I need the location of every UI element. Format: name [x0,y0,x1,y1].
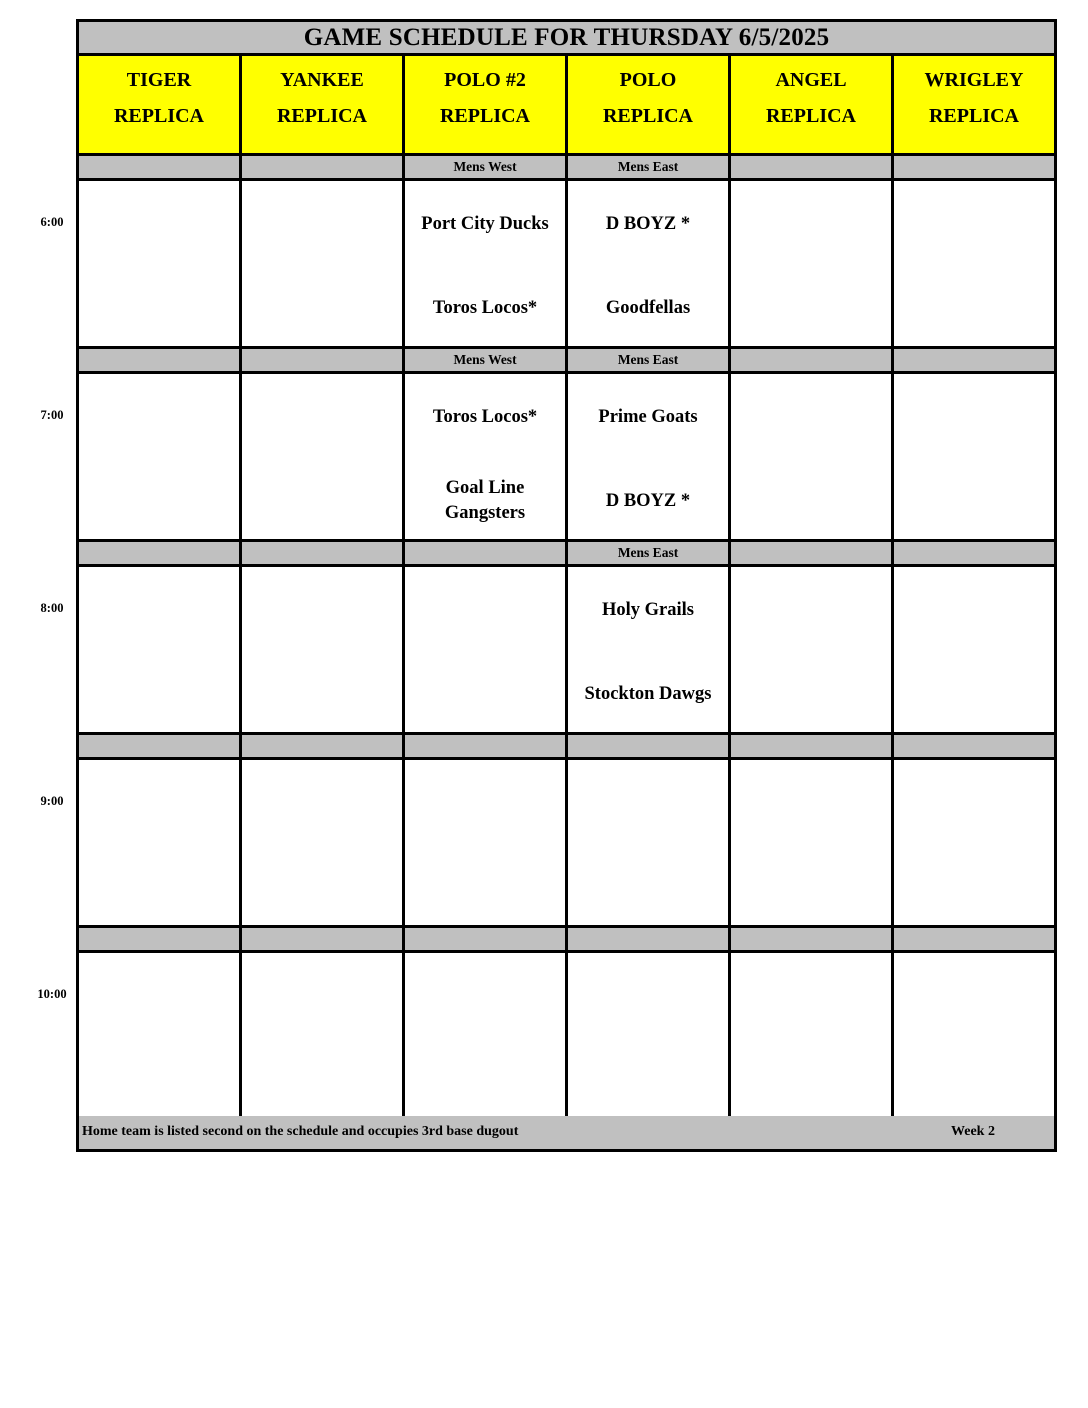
game-cell [731,181,894,349]
away-team: Port City Ducks [421,213,549,234]
division-label [894,735,1054,760]
away-team [79,194,239,254]
game-cell [568,953,731,1121]
away-team [731,194,891,254]
game-cell [242,374,405,542]
division-label [242,542,405,567]
division-label [894,542,1054,567]
division-label [79,928,242,953]
time-label: 6:00 [40,215,64,229]
away-team [242,580,402,640]
game-cell [242,760,405,928]
game-cell [79,567,242,735]
game-cell [894,567,1054,735]
away-team [242,966,402,1026]
game-cell [568,181,731,349]
game-cell [731,953,894,1121]
field-type: REPLICA [602,105,693,127]
division-label [568,735,731,760]
game-cell [405,374,568,542]
field-name: YANKEE [280,69,364,91]
division-label [894,928,1054,953]
game-cell [568,567,731,735]
field-header [731,56,894,156]
away-team: Prime Goats [598,406,698,427]
game-cell [731,760,894,928]
home-team [242,664,402,724]
away-team [894,580,1054,640]
division-label: Mens West [405,349,568,374]
home-team: Goodfellas [605,297,691,318]
time-label: 7:00 [40,408,64,422]
footer-bar [79,1116,1054,1149]
away-team [731,580,891,640]
away-team [79,773,239,833]
division-label: Mens East [568,156,731,181]
home-team [568,1050,728,1110]
away-team [242,773,402,833]
home-team [79,857,239,917]
away-team [242,387,402,447]
away-team [405,580,565,640]
away-team [568,773,728,833]
game-cell [405,567,568,735]
time-label: 10:00 [37,987,67,1001]
game-cell [405,760,568,928]
game-cell [405,953,568,1121]
home-team [731,1050,891,1110]
field-type: REPLICA [439,105,530,127]
home-team [731,664,891,724]
division-label: Mens East [568,349,731,374]
game-cell [242,567,405,735]
field-name: ANGEL [775,69,847,91]
field-header [242,56,405,156]
game-cell [894,953,1054,1121]
game-cell [79,760,242,928]
division-label [79,735,242,760]
home-team [79,664,239,724]
away-team [894,966,1054,1026]
division-label [894,349,1054,374]
home-team [405,1050,565,1110]
away-team [79,966,239,1026]
division-label [242,735,405,760]
away-team [405,773,565,833]
field-type: REPLICA [113,105,204,127]
division-label [405,735,568,760]
home-team [405,664,565,724]
home-team [894,1050,1054,1110]
home-team [242,857,402,917]
division-label [79,349,242,374]
division-label: Mens East [568,542,731,567]
division-label [242,349,405,374]
home-team [79,278,239,338]
game-cell [894,374,1054,542]
away-team [731,387,891,447]
away-team [894,773,1054,833]
game-cell [731,374,894,542]
division-label [79,156,242,181]
footer-note: Home team is listed second on the schedule and occupies 3rd base dugout [82,1124,519,1139]
game-cell [242,181,405,349]
home-team [894,664,1054,724]
away-team [79,387,239,447]
home-team: Stockton Dawgs [584,683,712,704]
division-label [894,156,1054,181]
home-team [894,471,1054,531]
home-team [405,857,565,917]
game-cell [894,181,1054,349]
game-cell [731,567,894,735]
division-label [731,928,894,953]
home-team [79,1050,239,1110]
field-name: TIGER [126,69,192,91]
field-header [568,56,731,156]
away-team: Holy Grails [602,599,694,620]
away-team [731,966,891,1026]
home-team [731,857,891,917]
field-header [894,56,1054,156]
home-team [242,278,402,338]
division-label [242,928,405,953]
game-cell [568,374,731,542]
game-cell [405,181,568,349]
division-label [405,928,568,953]
division-label [731,542,894,567]
game-cell [894,760,1054,928]
away-team [405,966,565,1026]
away-team: D BOYZ * [605,213,691,234]
home-team [731,278,891,338]
away-team [568,966,728,1026]
field-header [79,56,242,156]
home-team [731,471,891,531]
home-team [894,857,1054,917]
division-label [731,156,894,181]
division-label [405,542,568,567]
field-name: POLO [619,69,677,91]
game-cell [79,374,242,542]
away-team [731,773,891,833]
division-label [731,735,894,760]
home-team: Toros Locos* [432,297,538,318]
home-team [79,471,239,531]
field-type: REPLICA [928,105,1019,127]
home-team: D BOYZ * [605,490,691,511]
home-team [568,857,728,917]
field-type: REPLICA [276,105,367,127]
home-team [242,471,402,531]
schedule-sheet [76,19,1057,1152]
division-label [242,156,405,181]
schedule-title: GAME SCHEDULE FOR THURSDAY 6/5/2025 [79,22,1054,56]
division-label [568,928,731,953]
field-header [405,56,568,156]
field-type: REPLICA [765,105,856,127]
away-team [894,387,1054,447]
week-label: Week 2 [951,1124,995,1139]
home-team: Goal Line Gangsters [444,478,526,523]
home-team [894,278,1054,338]
game-cell [568,760,731,928]
home-team [242,1050,402,1110]
field-name: POLO #2 [444,69,526,91]
game-cell [242,953,405,1121]
division-label [731,349,894,374]
division-label [79,542,242,567]
away-team [79,580,239,640]
time-label: 9:00 [40,794,64,808]
away-team: Toros Locos* [432,406,538,427]
division-label: Mens West [405,156,568,181]
away-team [894,194,1054,254]
time-label: 8:00 [40,601,64,615]
away-team [242,194,402,254]
game-cell [79,181,242,349]
field-name: WRIGLEY [924,69,1024,91]
game-cell [79,953,242,1121]
